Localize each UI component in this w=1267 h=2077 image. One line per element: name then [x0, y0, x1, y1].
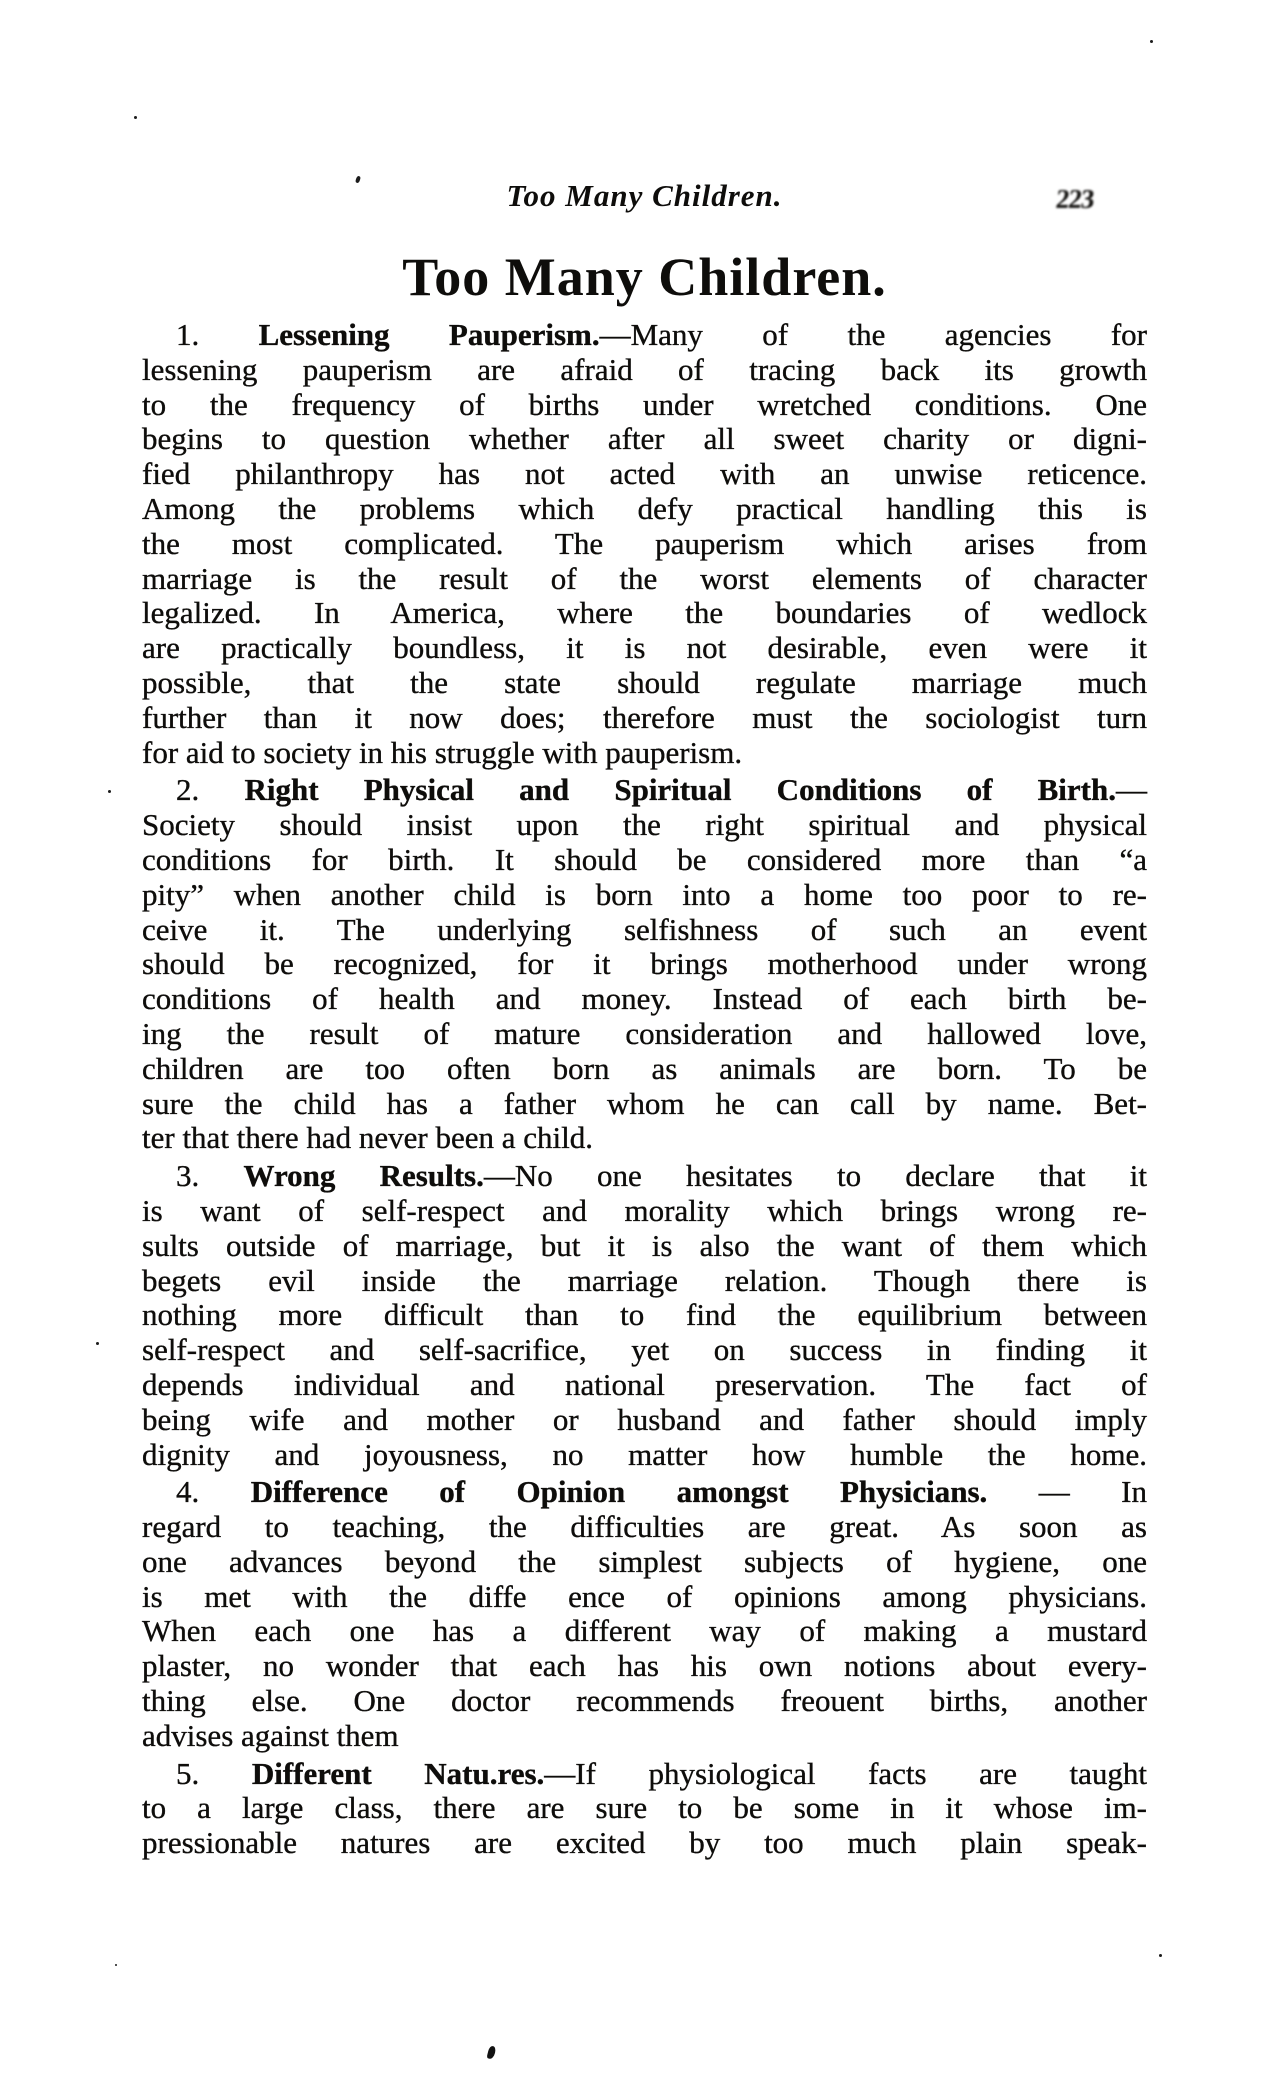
text-line: one advances beyond the simplest subjects of hygiene, one	[142, 1543, 1147, 1579]
text-line: is want of self-respect and morality which brings wrong re-	[142, 1192, 1147, 1228]
section-5-different-natures	[142, 1757, 1147, 1861]
text-line: conditions for birth. It should be considered more than “a	[142, 841, 1147, 877]
text-line: When each one has a different way of making a mustard	[142, 1613, 1147, 1649]
text-line: the most complicated. The pauperism which arises from	[142, 525, 1147, 561]
text-line: for aid to society in his struggle with pauperism.	[142, 734, 743, 770]
text-line: children are too often born as animals are born. To be	[142, 1050, 1147, 1086]
text-line: are practically boundless, it is not desirable, even were it	[142, 630, 1147, 666]
text-line: ceive it. The underlying selfishness of such an event	[142, 911, 1147, 947]
page-number: 223	[1054, 184, 1096, 214]
text-line: begins to question whether after all sweet charity or digni-	[142, 421, 1147, 457]
text-line: further than it now does; therefore must the sociologist turn	[142, 699, 1147, 735]
text-line: sure the child has a father whom he can call by name. Bet-	[142, 1085, 1147, 1121]
section-heading: Right Physical and Spiritual Conditions of Birth.	[244, 772, 1116, 808]
text-line: sults outside of marriage, but it is also the want of them which	[142, 1227, 1147, 1263]
text-line: fied philanthropy has not acted with an unwise reticence.	[142, 456, 1147, 492]
ink-speck	[96, 1342, 99, 1345]
text-line: nothing more difficult than to find the equilibrium between	[142, 1297, 1147, 1333]
ink-speck	[108, 790, 111, 793]
running-header: Too Many Children.	[506, 178, 783, 213]
section-number: 1.	[176, 317, 200, 352]
section-first-line-rest: — In	[987, 1474, 1147, 1510]
text-line: ter that there had never been a child.	[142, 1120, 593, 1156]
text-line: marriage is the result of the worst elements of character	[142, 560, 1147, 596]
text-line: should be recognized, for it brings motherhood under wrong	[142, 946, 1147, 982]
text-line: Society should insist upon the right spiritual and physical	[142, 807, 1147, 843]
text-line: plaster, no wonder that each has his own notions about every-	[142, 1648, 1147, 1684]
section-heading-line	[142, 773, 1147, 808]
section-heading-line	[142, 1475, 1147, 1510]
section-heading-line	[142, 318, 1147, 353]
section-heading: Different Natu.res.	[251, 1755, 545, 1791]
text-line: dignity and joyousness, no matter how humble the home.	[142, 1436, 1147, 1472]
text-line: possible, that the state should regulate marriage much	[142, 664, 1147, 700]
ink-speck	[134, 116, 137, 119]
text-line: thing else. One doctor recommends freouent births, another	[142, 1683, 1147, 1719]
text-line: begets evil inside the marriage relation. Though there is	[142, 1262, 1147, 1298]
ink-speck	[115, 1964, 117, 1966]
text-line: depends individual and national preservation. The fact of	[142, 1366, 1147, 1402]
section-first-line-rest: —If physiological facts are taught	[544, 1755, 1148, 1791]
section-number: 4.	[176, 1474, 200, 1510]
section-heading-line	[142, 1757, 1147, 1792]
section-4-difference-of-opinion	[142, 1475, 1147, 1753]
text-line: to a large class, there are sure to be some in it whose im-	[142, 1790, 1147, 1826]
text-line: to the frequency of births under wretched conditions. One	[142, 386, 1147, 422]
ink-speck	[1150, 40, 1153, 43]
section-heading: Lessening Pauperism.	[258, 317, 600, 352]
section-heading: Difference of Opinion amongst Physicians.	[250, 1474, 988, 1510]
section-2-right-conditions-of-birth	[142, 773, 1147, 1156]
section-first-line-rest: —No one hesitates to declare that it	[483, 1158, 1147, 1194]
text-line: advises against them	[142, 1717, 399, 1753]
text-line: ing the result of mature consideration and hallowed love,	[142, 1015, 1147, 1051]
text-line: Among the problems which defy practical handling this is	[142, 490, 1147, 526]
ink-speck	[487, 2045, 497, 2059]
section-number: 3.	[176, 1158, 200, 1194]
section-1-lessening-pauperism	[142, 318, 1147, 770]
ink-speck	[1159, 1954, 1162, 1957]
section-3-wrong-results	[142, 1159, 1147, 1472]
text-line: pity” when another child is born into a home too poor to re-	[142, 876, 1147, 912]
text-line: pressionable natures are excited by too much plain speak-	[142, 1825, 1147, 1861]
text-line: lessening pauperism are afraid of tracing back its growth	[142, 351, 1147, 387]
section-number: 5.	[176, 1755, 200, 1791]
page-body	[142, 318, 1147, 1864]
text-line: conditions of health and money. Instead of each birth be-	[142, 981, 1147, 1017]
section-first-line-rest: —Many of the agencies for	[599, 317, 1147, 352]
text-line: legalized. In America, where the boundaries of wedlock	[142, 595, 1147, 631]
section-number: 2.	[176, 772, 200, 808]
text-line: self-respect and self-sacrifice, yet on success in finding it	[142, 1332, 1147, 1368]
section-heading: Wrong Results.	[243, 1158, 484, 1194]
text-line: is met with the diffe ence of opinions among physicians.	[142, 1578, 1147, 1614]
text-line: being wife and mother or husband and father should imply	[142, 1401, 1147, 1437]
section-heading-line	[142, 1159, 1147, 1194]
page-title: Too Many Children.	[402, 247, 887, 307]
text-line: regard to teaching, the difficulties are great. As soon as	[142, 1509, 1147, 1545]
section-first-line-rest: —	[1116, 772, 1147, 808]
